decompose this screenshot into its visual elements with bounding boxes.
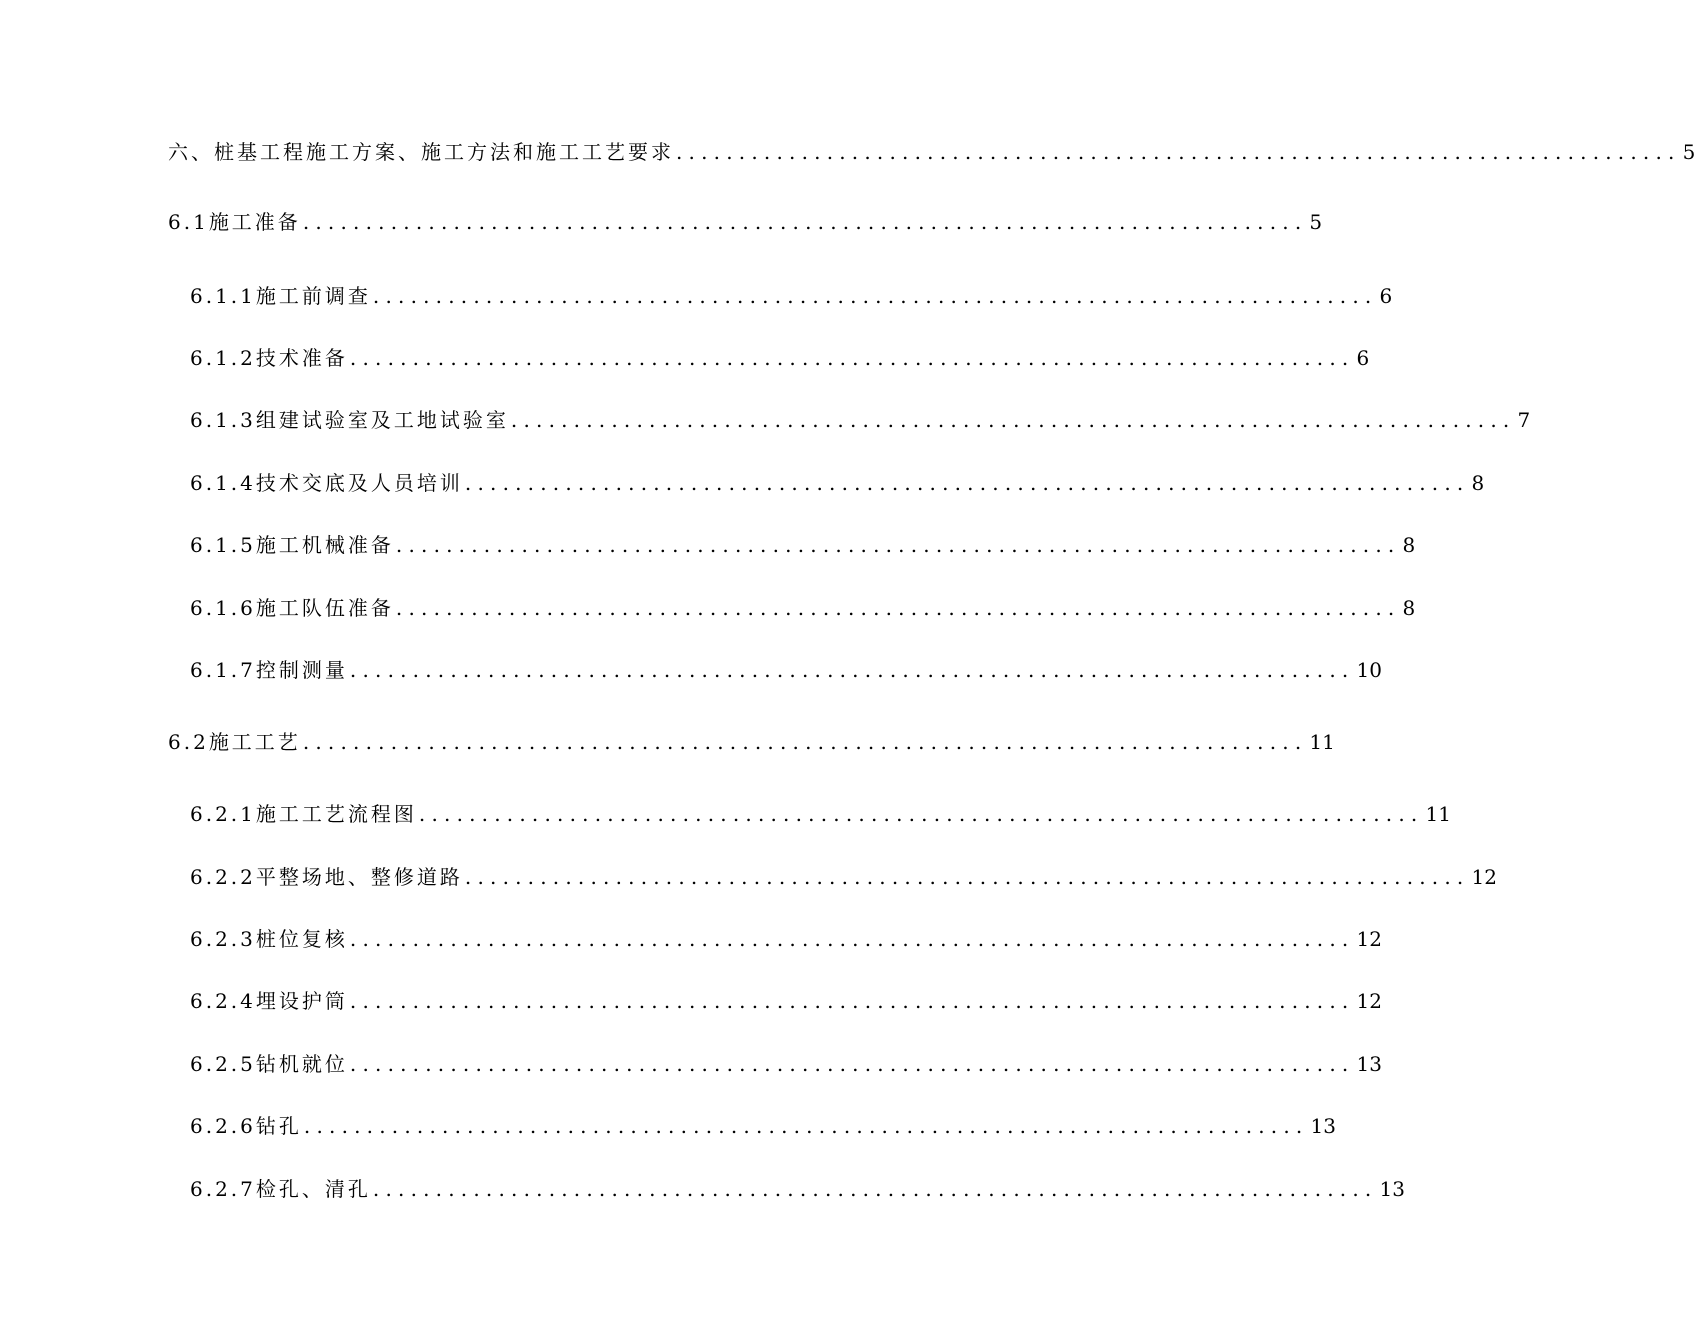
toc-entry[interactable] — [190, 987, 1382, 1015]
toc-dot-leader: ................................................................................ — [303, 1114, 1309, 1138]
toc-entry-number: 6.2.4 — [190, 989, 256, 1013]
toc-entry[interactable] — [168, 138, 1695, 166]
toc-entry-number: 6.1.7 — [190, 658, 256, 682]
toc-entry-number: 6.2.3 — [190, 927, 256, 951]
toc-page-number: 6 — [1379, 284, 1393, 308]
toc-entry[interactable] — [190, 1175, 1405, 1203]
toc-entry[interactable] — [168, 728, 1335, 756]
toc-entry-title: 平整场地、整修道路 — [255, 865, 463, 889]
toc-dot-leader: ................................................................................ — [349, 1052, 1355, 1076]
toc-page-number: 11 — [1309, 730, 1335, 754]
toc-entry-title: 组建试验室及工地试验室 — [255, 408, 509, 432]
toc-page-number: 6 — [1356, 346, 1370, 370]
toc-entry-number: 6.2.5 — [190, 1052, 256, 1076]
toc-entry-title: 施工准备 — [208, 210, 301, 234]
toc-entry-title: 技术准备 — [255, 346, 348, 370]
toc-entry-title: 施工工艺流程图 — [255, 802, 417, 826]
toc-entry-title: 钻孔 — [255, 1114, 302, 1138]
toc-entry-title: 控制测量 — [255, 658, 348, 682]
toc-page-number: 12 — [1471, 865, 1497, 889]
toc-entry-title: 六、桩基工程施工方案、施工方法和施工工艺要求 — [168, 140, 674, 164]
toc-entry-title: 技术交底及人员培训 — [255, 471, 463, 495]
toc-dot-leader: ................................................................................ — [395, 596, 1401, 620]
toc-page-number: 5 — [1309, 210, 1323, 234]
toc-dot-leader: ................................................................................ — [464, 471, 1470, 495]
toc-entry-title: 桩位复核 — [255, 927, 348, 951]
toc-page-number: 12 — [1356, 927, 1382, 951]
toc-dot-leader: ................................................................................ — [302, 210, 1308, 234]
toc-entry-title: 施工队伍准备 — [255, 596, 394, 620]
toc-page-number: 8 — [1402, 533, 1416, 557]
toc-entry[interactable] — [190, 1112, 1336, 1140]
toc-page-number: 7 — [1517, 408, 1531, 432]
toc-entry[interactable] — [190, 531, 1416, 559]
toc-dot-leader: ................................................................................ — [510, 408, 1516, 432]
toc-entry-number: 6.1.4 — [190, 471, 256, 495]
toc-entry[interactable] — [168, 208, 1323, 236]
toc-entry[interactable] — [190, 1050, 1382, 1078]
toc-entry-title: 施工机械准备 — [255, 533, 394, 557]
toc-entry[interactable] — [190, 469, 1485, 497]
toc-entry[interactable] — [190, 656, 1382, 684]
toc-dot-leader: ................................................................................ — [349, 658, 1355, 682]
toc-entry[interactable] — [190, 282, 1393, 310]
toc-entry-number: 6.2.7 — [190, 1177, 256, 1201]
toc-page-number: 13 — [1356, 1052, 1382, 1076]
toc-page-number: 8 — [1402, 596, 1416, 620]
toc-page-number: 12 — [1356, 989, 1382, 1013]
toc-dot-leader: ................................................................................ — [349, 346, 1355, 370]
toc-dot-leader: ................................................................................ — [395, 533, 1401, 557]
toc-entry-title: 钻机就位 — [255, 1052, 348, 1076]
toc-entry-title: 检孔、清孔 — [255, 1177, 371, 1201]
toc-entry[interactable] — [190, 800, 1451, 828]
toc-dot-leader: ................................................................................ — [676, 140, 1681, 164]
toc-entry-number: 6.2.6 — [190, 1114, 256, 1138]
toc-entry[interactable] — [190, 406, 1531, 434]
toc-entry-number: 6.1.2 — [190, 346, 256, 370]
toc-entry[interactable] — [190, 594, 1416, 622]
toc-dot-leader: ................................................................................ — [372, 284, 1378, 308]
toc-entry[interactable] — [190, 863, 1497, 891]
toc-dot-leader: ................................................................................ — [464, 865, 1470, 889]
toc-dot-leader: ................................................................................ — [302, 730, 1308, 754]
toc-page-number: 8 — [1471, 471, 1485, 495]
toc-page-number: 13 — [1379, 1177, 1405, 1201]
toc-dot-leader: ................................................................................ — [349, 989, 1355, 1013]
toc-entry-title: 施工前调查 — [255, 284, 371, 308]
toc-page-number: 13 — [1310, 1114, 1336, 1138]
toc-entry-number: 6.1.3 — [190, 408, 256, 432]
toc-entry[interactable] — [190, 925, 1382, 953]
toc-entry[interactable] — [190, 344, 1370, 372]
toc-entry-number: 6.2.2 — [190, 865, 256, 889]
toc-dot-leader: ................................................................................ — [349, 927, 1355, 951]
toc-page-number: 5 — [1682, 140, 1695, 164]
toc-dot-leader: ................................................................................ — [372, 1177, 1378, 1201]
toc-entry-title: 埋设护筒 — [255, 989, 348, 1013]
toc-page-number: 11 — [1425, 802, 1451, 826]
toc-entry-number: 6.2 — [168, 730, 209, 754]
toc-entry-number: 6.2.1 — [190, 802, 256, 826]
toc-dot-leader: ................................................................................ — [418, 802, 1424, 826]
toc-entry-number: 6.1.5 — [190, 533, 256, 557]
toc-entry-number: 6.1.1 — [190, 284, 256, 308]
toc-entry-number: 6.1.6 — [190, 596, 256, 620]
toc-entry-title: 施工工艺 — [208, 730, 301, 754]
toc-page-number: 10 — [1356, 658, 1382, 682]
toc-entry-number: 6.1 — [168, 210, 209, 234]
